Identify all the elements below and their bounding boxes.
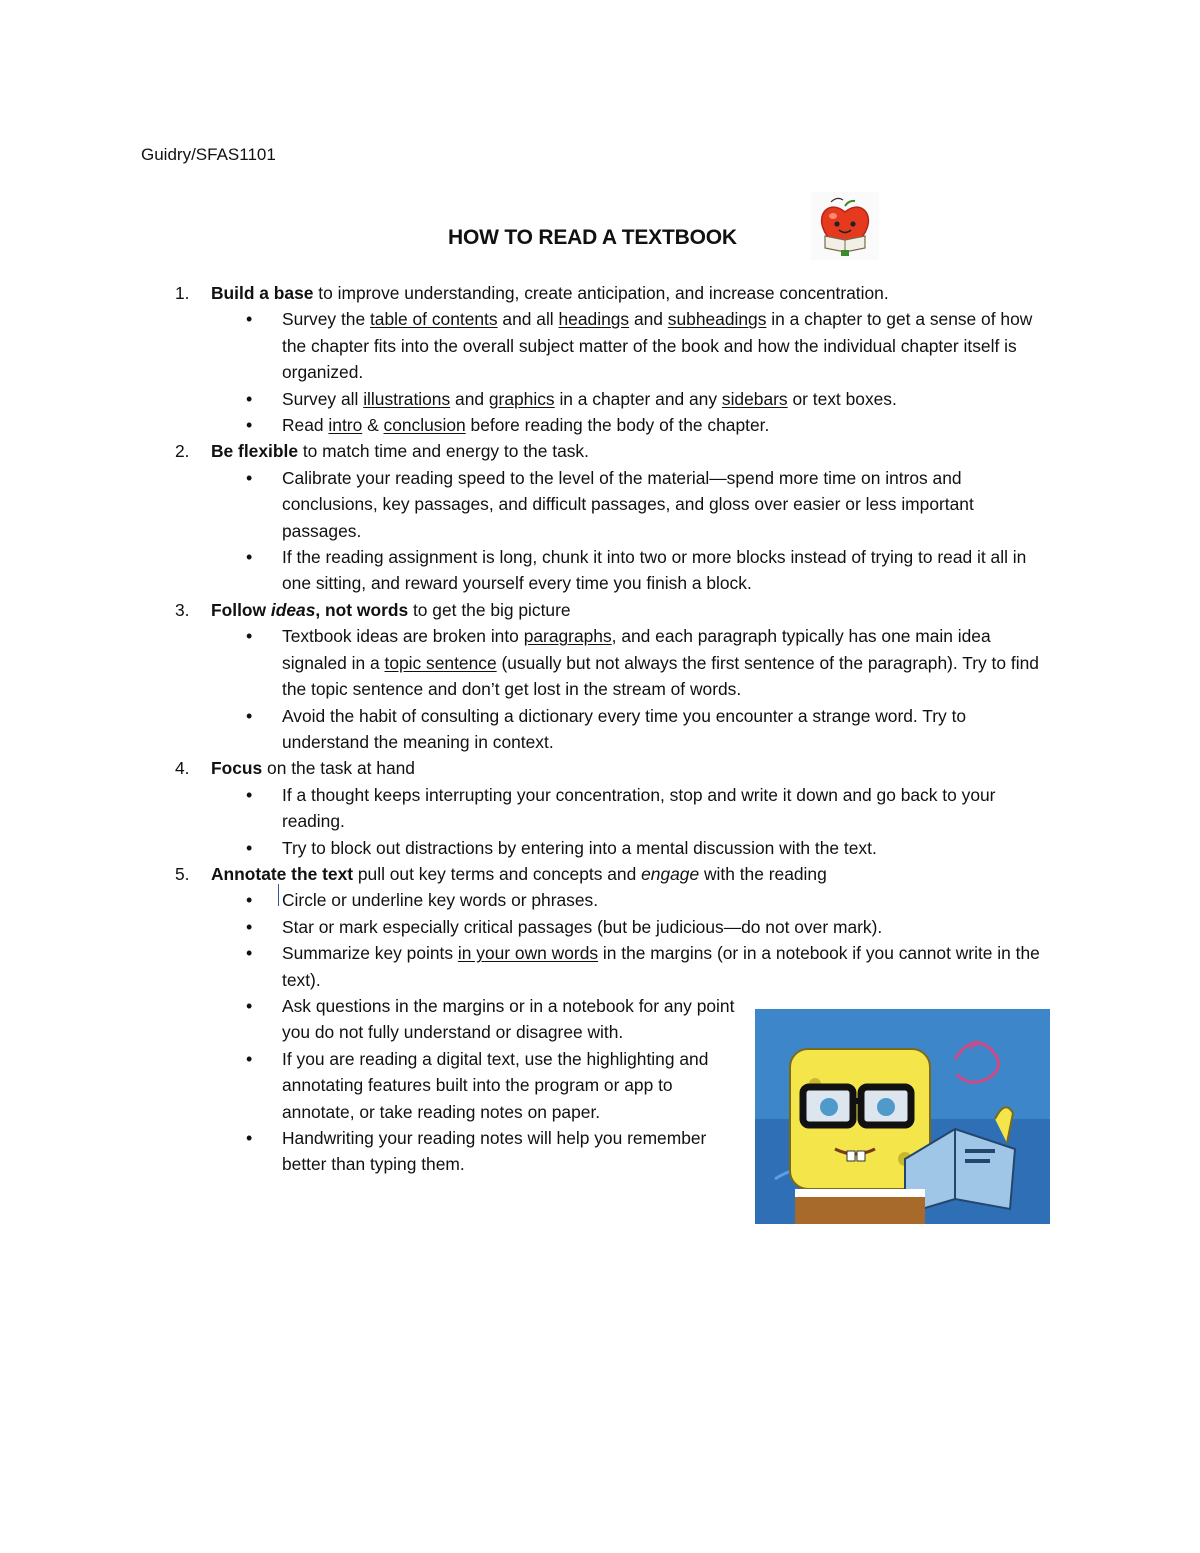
emphasis-text: ideas — [270, 599, 316, 620]
list-number: 3. — [175, 599, 190, 620]
text-run: Survey the — [282, 309, 370, 330]
list-number: 1. — [175, 283, 190, 303]
underlined-term: intro — [328, 415, 363, 436]
text-run: or text boxes. — [787, 388, 897, 409]
text-run: Handwriting your reading notes will help you remember better than typing them. — [282, 1128, 707, 1175]
emphasis-text: Annotate the text — [211, 863, 354, 884]
bullet-point — [282, 386, 1052, 412]
text-run: Circle or underline key words or phrases. — [282, 890, 599, 911]
emphasis-text: Focus — [211, 758, 263, 779]
bullet-point — [282, 623, 1052, 702]
text-run: If a thought keeps interrupting your concentration, stop and write it down and go back to your reading. — [282, 784, 996, 832]
text-run: & — [362, 415, 384, 436]
text-run: Star or mark especially critical passages (but be judicious—do not over mark). — [282, 916, 883, 937]
bullet-point — [282, 887, 1052, 913]
text-run: , and each paragraph typically has one main idea signaled in a — [282, 626, 991, 673]
emphasis-text: Be flexible — [211, 441, 298, 462]
text-run: (usually but not always the first sentence of the paragraph). Try to find the topic sentence and don’t get lost in the stream of words. — [282, 652, 1039, 700]
underlined-term: graphics — [488, 388, 555, 409]
bullet-point — [282, 465, 1052, 544]
text-run: and — [450, 388, 489, 409]
text-run: to match time and energy to the task. — [298, 441, 589, 462]
text-run: pull out key terms and concepts and — [353, 863, 642, 884]
list-item-heading — [211, 755, 1051, 781]
text-run: engage — [641, 863, 700, 884]
underlined-term: sidebars — [721, 388, 788, 409]
list-item-heading — [211, 861, 1051, 887]
list-item-heading — [211, 597, 1051, 623]
list-item-heading — [211, 280, 1051, 306]
bullet-point — [282, 412, 1052, 438]
text-run: with the reading — [699, 863, 827, 884]
text-run: before reading the body of the chapter. — [465, 415, 770, 436]
underlined-term: in your own words — [457, 943, 599, 964]
list-number: 5. — [175, 863, 190, 884]
text-run: to get the big picture — [408, 599, 571, 620]
text-run: in a chapter to get a sense of how the chapter fits into the overall subject matter of the book and how the individual chapter itself is organized. — [282, 309, 1033, 383]
text-run: Avoid the habit of consulting a dictionary every time you encounter a strange word. Try to understand the meaning in context. — [282, 705, 967, 752]
document-title: HOW TO READ A TEXTBOOK — [448, 226, 737, 249]
list-item-4 — [0, 755, 1200, 861]
text-run: Ask questions in the margins or in a notebook for any point you do not fully understand or disagree with. — [282, 995, 735, 1043]
text-run: Read — [282, 415, 329, 436]
emphasis-text: Follow — [211, 599, 271, 620]
emphasis-text: Build a base — [211, 283, 314, 303]
underlined-term: conclusion — [383, 415, 466, 436]
underlined-term: topic sentence — [384, 652, 497, 673]
emphasis-text: , not words — [315, 599, 409, 620]
text-run: on the task at hand — [262, 758, 415, 779]
bullet-point — [282, 306, 1052, 385]
list-item-2 — [0, 438, 1200, 596]
bullet-point — [282, 914, 1052, 940]
bullet-point — [282, 703, 1052, 756]
underlined-term: paragraphs — [523, 626, 612, 647]
list-number: 2. — [175, 441, 190, 462]
text-run: Calibrate your reading speed to the level of the material—spend more time on intros and conclusions, key passages, and difficult passages, and gloss over easier or less important passages. — [282, 467, 974, 541]
bullet-point — [282, 1046, 737, 1125]
text-run: If you are reading a digital text, use the highlighting and annotating features built into the program or app to annotate, or take reading notes on paper. — [282, 1048, 709, 1122]
spongebob-reading-image — [755, 1009, 1050, 1224]
bullet-point — [282, 835, 1052, 861]
underlined-term: illustrations — [363, 388, 451, 409]
underlined-term: headings — [558, 309, 630, 330]
list-item-3 — [0, 597, 1200, 755]
bullet-point — [282, 1125, 737, 1178]
text-run: and all — [497, 309, 559, 330]
text-run: in the margins (or in a notebook if you cannot write in the text). — [282, 943, 1040, 990]
list-number: 4. — [175, 758, 190, 779]
text-cursor — [278, 884, 279, 906]
list-item-heading — [211, 438, 1051, 464]
bullet-point — [282, 782, 1052, 835]
apple-reading-icon — [811, 192, 879, 260]
text-run: in a chapter and any — [554, 388, 722, 409]
text-run: If the reading assignment is long, chunk it into two or more blocks instead of trying to read it all in one sitting, and reward yourself every time you finish a block. — [282, 547, 1027, 594]
bullet-point — [282, 940, 1052, 993]
text-run: Try to block out distractions by entering into a mental discussion with the text. — [282, 837, 877, 858]
list-item-1 — [0, 280, 1200, 438]
course-header: Guidry/SFAS1101 — [141, 145, 276, 164]
text-run: to improve understanding, create anticipation, and increase concentration. — [313, 283, 889, 303]
underlined-term: subheadings — [667, 309, 767, 330]
bullet-point — [282, 993, 737, 1046]
text-run: Survey all — [282, 388, 364, 409]
underlined-term: table of contents — [369, 309, 498, 330]
text-run: Textbook ideas are broken into — [282, 626, 524, 647]
text-run: Summarize key points — [282, 943, 458, 964]
text-run: and — [629, 309, 668, 330]
bullet-point — [282, 544, 1052, 597]
